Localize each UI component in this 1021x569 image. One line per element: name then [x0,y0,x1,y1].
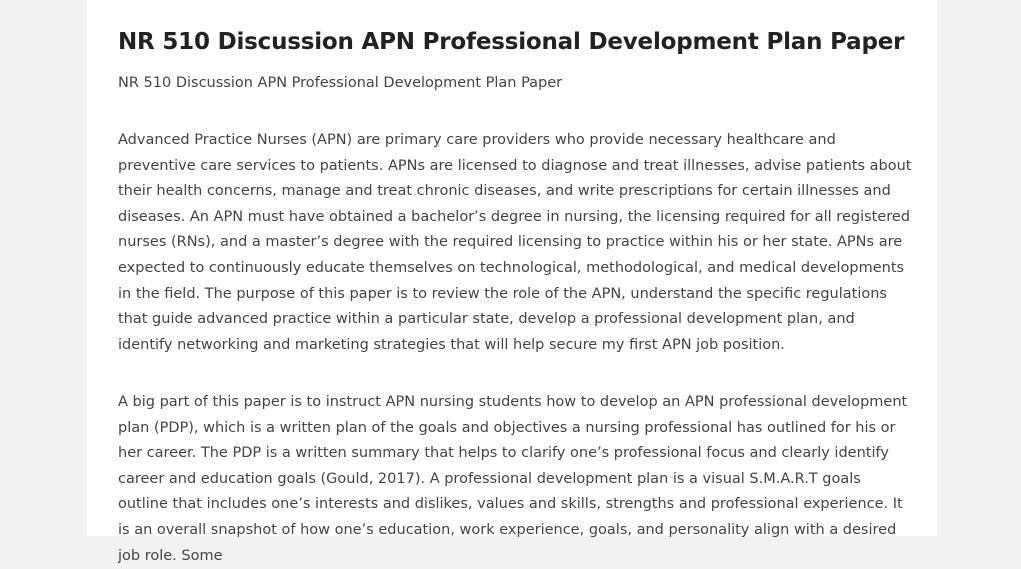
article-paragraph-2: A big part of this paper is to instruct APN nursing students how to develop an APN professional development plan (PDP), which is a written plan of the goals and objectives a nursing professional has outlined for his or her career. The PDP is a written summary that helps to clarify one’s professional focus and clearly identify career and education goals (Gould, 2017). A professional development plan is a visual S.M.A.R.T goals outline that includes one’s interests and dislikes, values and skills, strengths and professional experience. It is an overall snapshot of how one’s education, work experience, goals, and personality align with a desired job role. Some [118,394,908,564]
document-page [87,0,937,564]
article-subtitle: NR 510 Discussion APN Professional Development Plan Paper [118,75,563,91]
article-title: NR 510 Discussion APN Professional Development Plan Paper [118,29,905,55]
article-paragraph-1: Advanced Practice Nurses (APN) are primary care providers who provide necessary healthcare and preventive care services to patients. APNs are licensed to diagnose and treat illnesses, advise patients about their health concerns, manage and treat chronic diseases, and write prescriptions for certain illnesses and diseases. An APN must have obtained a bachelor’s degree in nursing, the licensing required for all registered nurses (RNs), and a master’s degree with the required licensing to practice within his or her state. APNs are expected to continuously educate themselves on technological, methodological, and medical developments in the field. The purpose of this paper is to review the role of the APN, understand the specific regulations that guide advanced practice within a particular state, develop a professional development plan, and identify networking and marketing strategies that will help secure my first APN job position. [118,132,912,353]
